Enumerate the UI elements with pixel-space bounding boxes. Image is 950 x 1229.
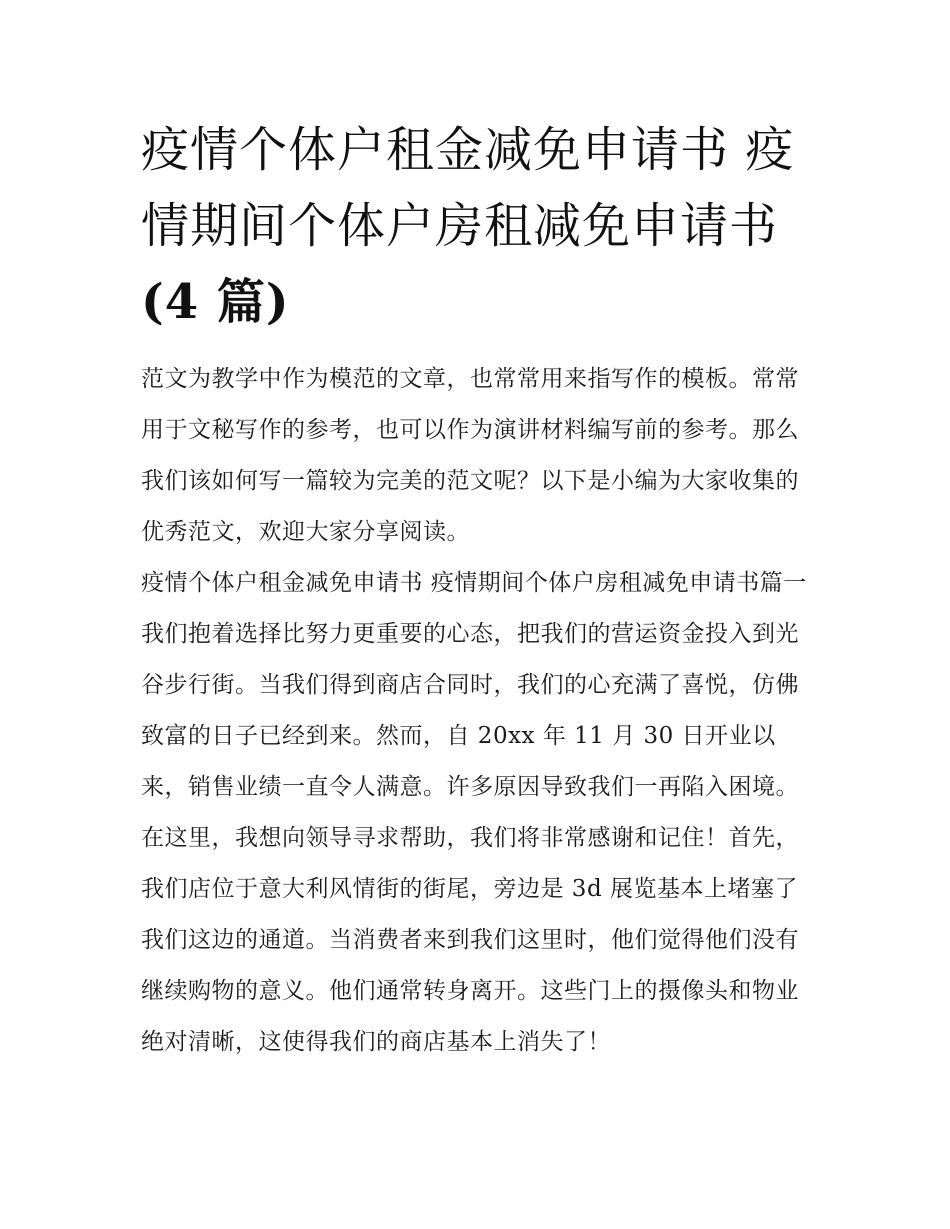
document-content — [141, 112, 813, 1068]
document-title — [141, 112, 813, 340]
document-title-count: (4 篇) — [141, 274, 290, 330]
document-title-text: 疫情个体户租金减免申请书 疫情期间个体户房租减免申请书 — [141, 122, 795, 254]
intro-paragraph: 范文为教学中作为模范的文章，也常常用来指写作的模板。常常用于文秘写作的参考，也可以作为演讲材料编写前的参考。那么我们该如何写一篇较为完美的范文呢？以下是小编为大家收集的优秀范文，欢迎大家分享阅读。 — [141, 366, 799, 545]
body-paragraph: 我们抱着选择比努力更重要的心态，把我们的营运资金投入到光谷步行街。当我们得到商店合同时，我们的心充满了喜悦，仿佛致富的日子已经到来。然而，自 20xx 年 11 月 30 日开业以来，销售业绩一直令人满意。许多原因导致我们一再陷入困境。在这里，我想向领导寻求帮助，我们将非常感谢和记住！首先，我们店位于意大利风情街的街尾，旁边是 3d 展览基本上堵塞了我们这边的通道。当消费者来到我们这里时，他们觉得他们没有继续购物的意义。他们通常转身离开。这些门上的摄像头和物业绝对清晰，这使得我们的商店基本上消失了！ — [141, 621, 799, 1055]
section-heading: 疫情个体户租金减免申请书 疫情期间个体户房租减免申请书篇一 — [141, 570, 807, 596]
